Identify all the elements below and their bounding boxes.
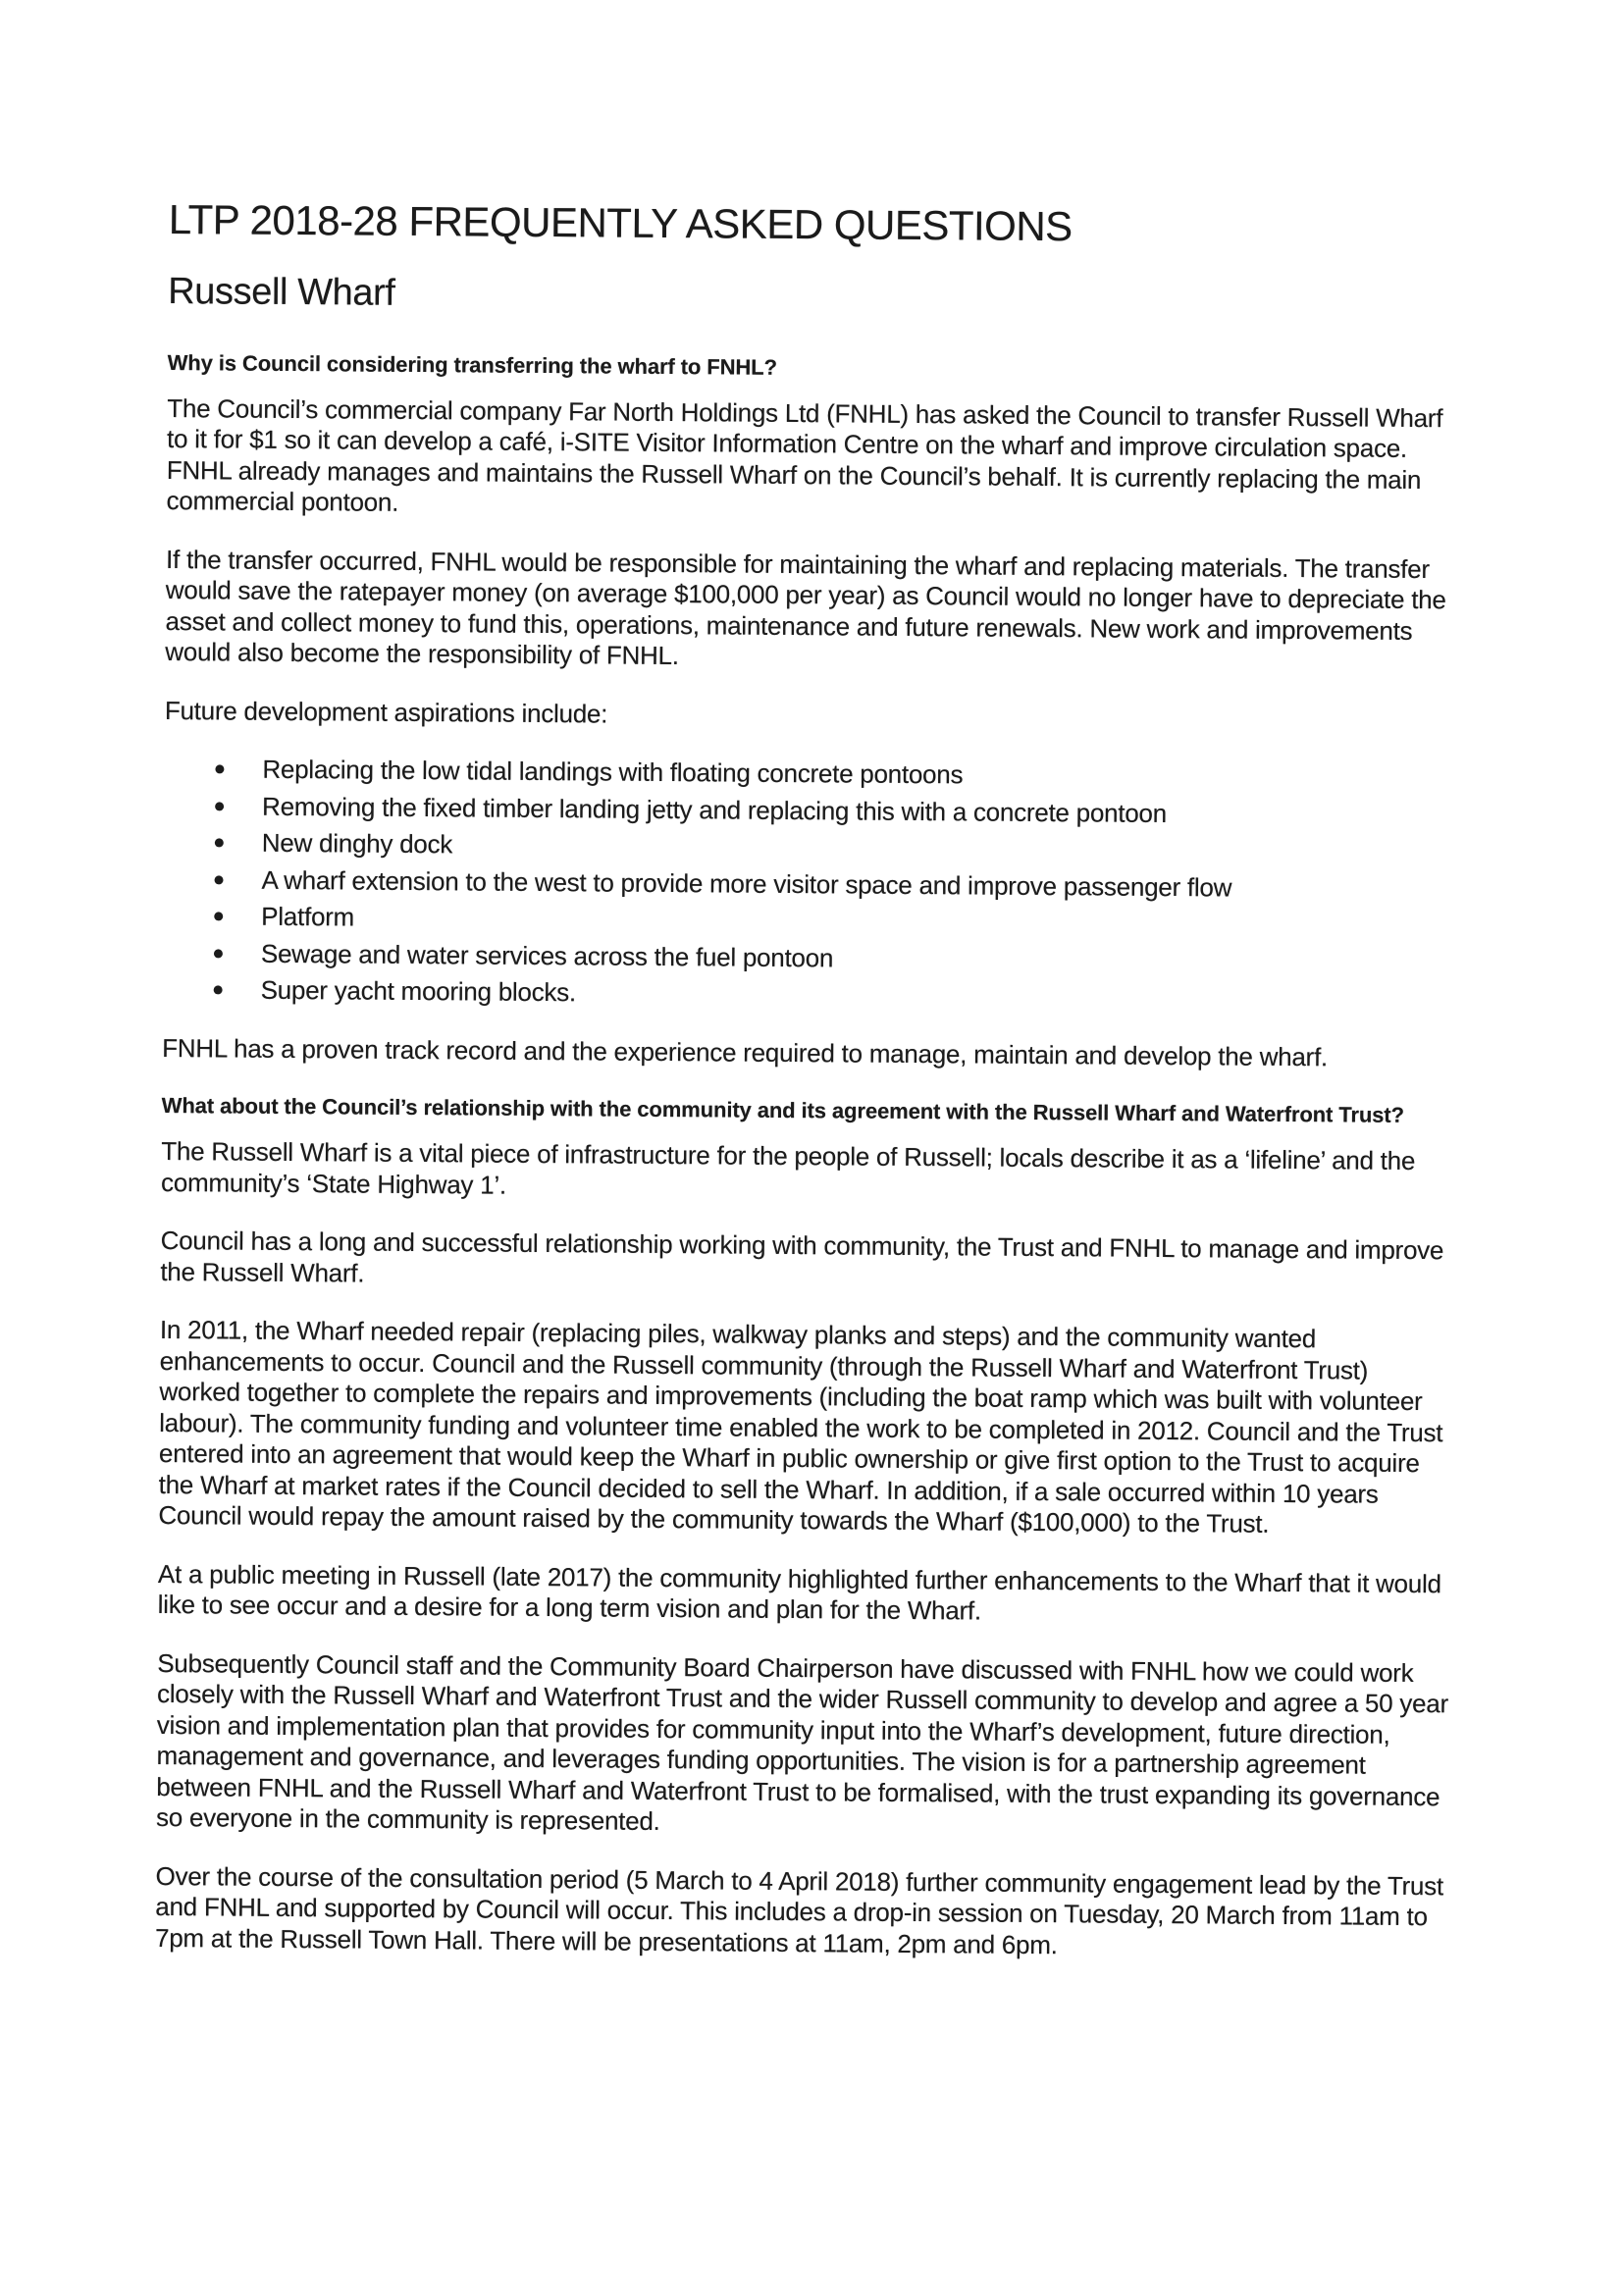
paragraph-council-relationship: Council has a long and successful relationship working with community, the Trust and FNHL to manage and improve the Russell Wharf.	[160, 1226, 1444, 1288]
bullet-icon	[214, 949, 223, 958]
paragraph-list-intro: Future development aspirations include:	[164, 695, 608, 729]
list-item	[163, 864, 1456, 906]
list-item	[164, 827, 1457, 868]
list-item	[163, 938, 1456, 979]
list-item-text: Super yacht mooring blocks.	[260, 975, 577, 1008]
list-item	[163, 901, 1456, 942]
list-item-text: New dinghy dock	[261, 828, 453, 860]
paragraph-2011-repairs: In 2011, the Wharf needed repair (replacing piles, walkway planks and steps) and the community wanted enhancements to occur. Council and the Russell community (through the Russell Wharf and Waterfront Trust) worked together to complete the repairs and improvements (including the boat ramp which was built with volunteer labour). The community funding and volunteer time enabled the work to be completed in 2012. Council and the Trust entered into an agreement that would keep the Wharf in public ownership or give first option to the Trust to acquire the Wharf at market rates if the Council decided to sell the Wharf. In addition, if a sale occurred within 10 years Council would repay the amount raised by the community towards the Wharf ($100,000) to the Trust.	[158, 1315, 1443, 1539]
paragraph-wharf-lifeline: The Russell Wharf is a vital piece of infrastructure for the people of Russell; locals describe it as a ‘lifeline’ and the community’s ‘State Highway 1’.	[160, 1136, 1416, 1200]
paragraph-transfer-savings: If the transfer occurred, FNHL would be responsible for maintaining the wharf and replacing materials. The transfer would save the ratepayer money (on average $100,000 per year) as Council would no longer have to depreciate the asset and collect money to fund this, operations, maintenance and future renewals. New work and improvements would also become the responsibility of FNHL.	[165, 544, 1446, 671]
list-item-text: Platform	[261, 902, 355, 932]
bullet-icon	[215, 839, 224, 848]
list-item-text: Replacing the low tidal landings with floating concrete pontoons	[262, 755, 964, 790]
document-subtitle: Russell Wharf	[168, 271, 395, 315]
list-item	[164, 754, 1457, 795]
question-heading-transfer: Why is Council considering transferring the wharf to FNHL?	[167, 349, 777, 380]
bullet-icon	[214, 913, 223, 921]
bullet-icon	[214, 875, 223, 884]
list-item-text: Removing the fixed timber landing jetty and replacing this with a concrete pontoon	[262, 791, 1168, 828]
question-heading-community-relationship: What about the Council’s relationship with the community and its agreement with the Russell Wharf and Waterfront Trust?	[161, 1093, 1405, 1128]
list-item	[163, 974, 1456, 1016]
bullet-icon	[215, 802, 224, 810]
paragraph-consultation-period: Over the course of the consultation period (5 March to 4 April 2018) further community engagement lead by the Trust and FNHL and supported by Council will occur. This includes a drop-in session on Tuesday, 20 March from 11am to 7pm at the Russell Town Hall. There will be presentations at 11am, 2pm and 6pm.	[154, 1860, 1444, 1960]
list-item	[164, 791, 1457, 832]
document-title: LTP 2018-28 FREQUENTLY ASKED QUESTIONS	[168, 196, 1073, 250]
paragraph-fnhl-track-record: FNHL has a proven track record and the experience required to manage, maintain and develop the wharf.	[162, 1032, 1329, 1072]
list-item-text: A wharf extension to the west to provide more visitor space and improve passenger flow	[261, 864, 1232, 903]
aspirations-list	[163, 754, 1458, 1016]
paragraph-transfer-request: The Council’s commercial company Far North Holdings Ltd (FNHL) has asked the Council to transfer Russell Wharf to it for $1 so it can develop a café, i-SITE Visitor Information Centre on the wharf and improve circulation space. FNHL already manages and maintains the Russell Wharf on the Council’s behalf. It is currently replacing the main commercial pontoon.	[166, 392, 1443, 518]
document-content	[155, 196, 1462, 1992]
paragraph-50-year-vision: Subsequently Council staff and the Community Board Chairperson have discussed with FNHL how we could work closely with the Russell Wharf and Waterfront Trust and the wider Russell community to develop and agree a 50 year vision and implementation plan that provides for community input into the Wharf’s development, future direction, management and governance, and leverages funding opportunities. The vision is for a partnership agreement between FNHL and the Russell Wharf and Waterfront Trust to be formalised, with the trust expanding its governance so everyone in the community is represented.	[155, 1647, 1449, 1837]
list-item-text: Sewage and water services across the fuel pontoon	[260, 938, 834, 973]
paragraph-public-meeting-2017: At a public meeting in Russell (late 2017) the community highlighted further enhancements to the Wharf that it would like to see occur and a desire for a long term vision and plan for the Wharf.	[157, 1558, 1441, 1626]
bullet-icon	[215, 765, 224, 774]
bullet-icon	[214, 986, 223, 995]
